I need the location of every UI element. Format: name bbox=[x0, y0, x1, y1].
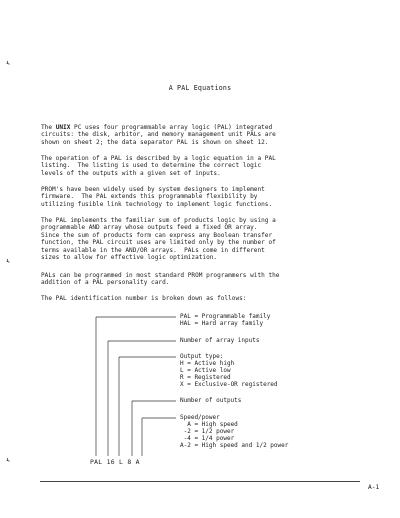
binding-mark-middle: ‹ bbox=[3, 255, 13, 268]
footer-rule bbox=[40, 481, 360, 482]
outputs-description: Number of outputs bbox=[180, 397, 242, 404]
page-title: A PAL Equations bbox=[168, 84, 232, 92]
array-inputs-description: Number of array inputs bbox=[180, 337, 260, 344]
binding-mark-top: ‹ bbox=[3, 57, 13, 70]
binding-mark-bottom: ‹ bbox=[3, 454, 13, 467]
output-type-description: Output type: H = Active high L = Active low R = Registered X = Exclusive-OR registered bbox=[180, 353, 278, 388]
paragraph-identification: The PAL identification number is broken down as follows: bbox=[41, 295, 247, 302]
family-description: PAL = Programmable family HAL = Hard array family bbox=[180, 313, 271, 327]
unix-bold-word: UNIX bbox=[55, 124, 71, 131]
page-number: A-1 bbox=[368, 484, 380, 491]
part-number-example: PAL 16 L 8 A bbox=[90, 458, 140, 466]
paragraph-programming: PALs can be programmed in most standard PROM programmers with the addition of a PAL personality card. bbox=[41, 272, 280, 287]
speed-power-description: Speed/power A = High speed -2 = 1/2 power -4 = 1/4 power A-2 = High speed and 1/2 power bbox=[180, 414, 289, 449]
paragraph-sum-of-products: The PAL implements the familiar sum of products logic by using a programmable AND array whose outputs feed a fixed OR array. Since the sum of products form can express any Boolean transfer function, the PAL circuit uses are limited only by the number of terms available in the AND/OR arrays. PALs come in different sizes to allow for effective logic optimization. bbox=[41, 217, 276, 262]
paragraph-operation: The operation of a PAL is described by a logic equation in a PAL listing. The listing is used to determine the correct logic levels of the outputs with a given set of inputs. bbox=[41, 155, 276, 177]
paragraph-prom: PROM's have been widely used by system designers to implement firmware. The PAL extends this programmable flexibility by utilizing fusible link technology to implement logic functions. bbox=[41, 186, 273, 208]
paragraph-intro: The UNIX PC uses four programmable array logic (PAL) integrated circuits: the disk, arbitor, and memory management unit PALs are shown on sheet 2; the data separator PAL is shown on sheet 12. bbox=[41, 124, 276, 146]
